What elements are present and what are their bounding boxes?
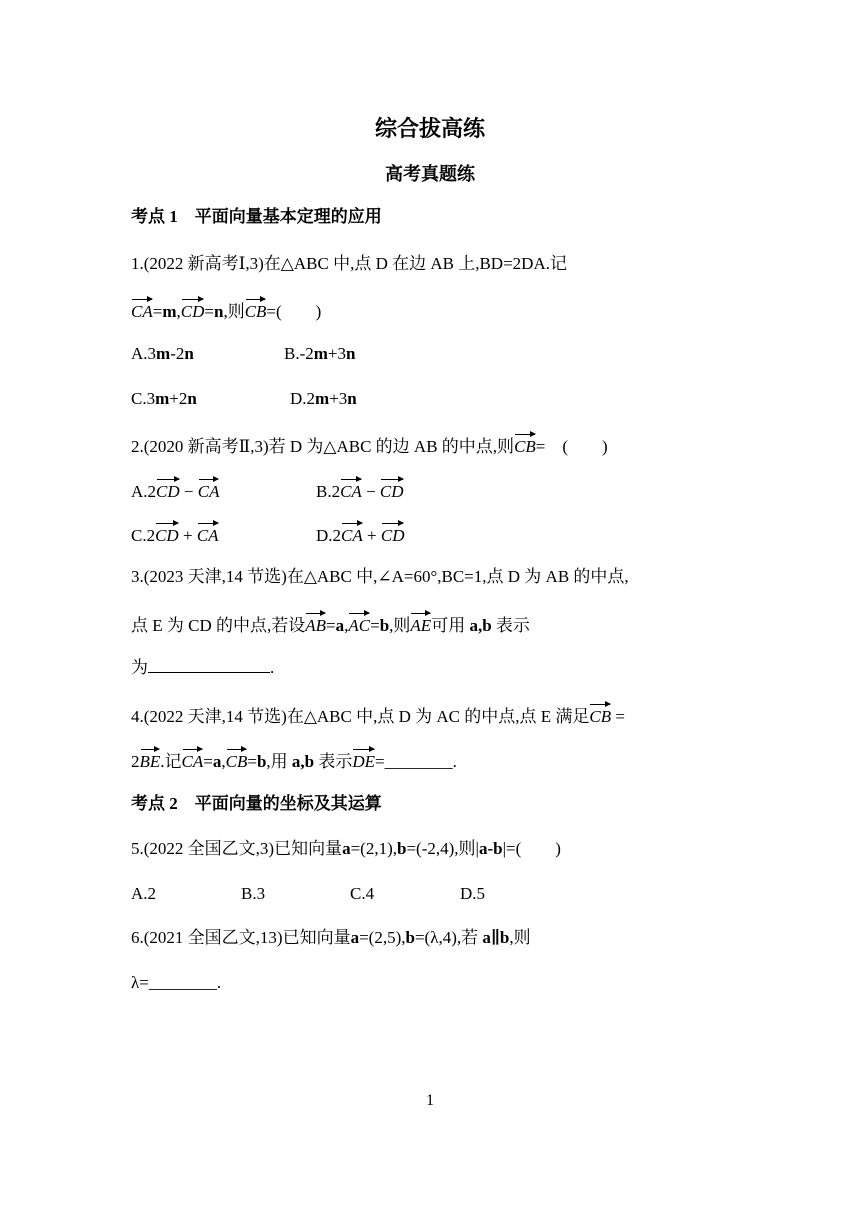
vector-ca: CA <box>131 296 153 324</box>
question-1-option-c: C.3m+2n <box>131 389 197 408</box>
vector-cb: CB <box>245 296 267 324</box>
question-5-option-d: D.5 <box>460 884 486 903</box>
question-1-option-a: A.3m-2n <box>131 344 194 363</box>
question-1-option-b: B.-2m+3n <box>284 344 356 363</box>
question-4-stem-2: 2BE.记CA=a,CB=b,用 a,b 表示DE=________. <box>131 746 457 774</box>
vector-cb: CB <box>514 431 536 459</box>
question-5-option-c: C.4 <box>350 884 375 903</box>
question-2-option-a: A.2CD − CA <box>131 476 219 504</box>
question-5-option-a: A.2 <box>131 884 157 903</box>
question-3-stem: 3.(2023 天津,14 节选)在△ABC 中,∠A=60°,BC=1,点 D 为 AB 的中点, <box>131 567 629 586</box>
question-3-answer-line: 为 . <box>131 658 275 677</box>
question-2-option-d: D.2CA + CD <box>316 520 404 548</box>
question-5-stem: 5.(2022 全国乙文,3)已知向量a=(2,1),b=(-2,4),则|a-b|=( ) <box>131 839 561 858</box>
question-1-stem-2: CA=m,CD=n,则CB=( ) <box>131 296 321 324</box>
answer-blank[interactable] <box>148 672 270 673</box>
question-1-stem: 1.(2022 新高考Ⅰ,3)在△ABC 中,点 D 在边 AB 上,BD=2DA.记 <box>131 254 567 273</box>
vector-cd: CD <box>181 296 205 324</box>
question-1-option-d: D.2m+3n <box>290 389 357 408</box>
question-2-stem: 2.(2020 新高考Ⅱ,3)若 D 为△ABC 的边 AB 的中点,则CB= ( ) <box>131 431 608 459</box>
section-heading-2: 考点 2 平面向量的坐标及其运算 <box>131 794 382 813</box>
section-heading-1: 考点 1 平面向量基本定理的应用 <box>131 207 382 226</box>
page-number: 1 <box>426 1092 434 1109</box>
question-3-stem-2: 点 E 为 CD 的中点,若设AB=a,AC=b,则AE可用 a,b 表示 <box>131 610 530 638</box>
question-5-option-b: B.3 <box>241 884 266 903</box>
page-title: 综合拔高练 <box>374 116 485 141</box>
page-subtitle: 高考真题练 <box>385 164 475 184</box>
question-2-option-c: C.2CD + CA <box>131 520 219 548</box>
question-6-answer-line: λ=________. <box>131 973 222 992</box>
question-4-stem: 4.(2022 天津,14 节选)在△ABC 中,点 D 为 AC 的中点,点 E 满足CB = <box>131 701 625 729</box>
question-6-stem: 6.(2021 全国乙文,13)已知向量a=(2,5),b=(λ,4),若 a∥b,则 <box>131 928 531 947</box>
question-2-option-b: B.2CA − CD <box>316 476 404 504</box>
